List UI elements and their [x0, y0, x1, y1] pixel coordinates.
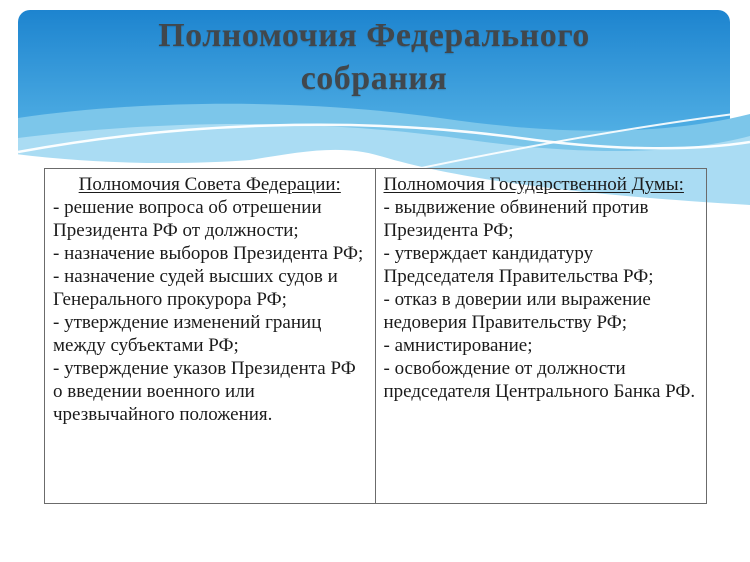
federation-council-column: [45, 169, 376, 503]
list-item: - назначение выборов Президента РФ;: [53, 243, 364, 264]
list-item: - освобождение от должности председателя Центрального Банка РФ.: [383, 358, 696, 402]
list-item: - отказ в доверии или выражение недоверия Правительству РФ;: [383, 289, 651, 333]
list-item: - выдвижение обвинений против Президента РФ;: [383, 197, 649, 241]
federation-council-header: Полномочия Совета Федерации:: [78, 174, 341, 195]
state-duma-column: [376, 169, 707, 503]
list-item: - утверждает кандидатуру Председателя Правительства РФ;: [383, 243, 654, 287]
powers-table: [44, 168, 707, 504]
list-item: - утверждение изменений границ между субъектами РФ;: [53, 312, 322, 356]
list-item: - назначение судей высших судов и Генерального прокурора РФ;: [53, 266, 338, 310]
list-item: - утверждение указов Президента РФ о введении военного или чрезвычайного положения.: [53, 358, 356, 425]
list-item: - решение вопроса об отрешении Президента РФ от должности;: [53, 197, 322, 241]
state-duma-header: Полномочия Государственной Думы:: [383, 174, 684, 195]
slide-title: Полномочия Федерального собрания: [158, 17, 590, 97]
list-item: - амнистирование;: [383, 335, 533, 356]
